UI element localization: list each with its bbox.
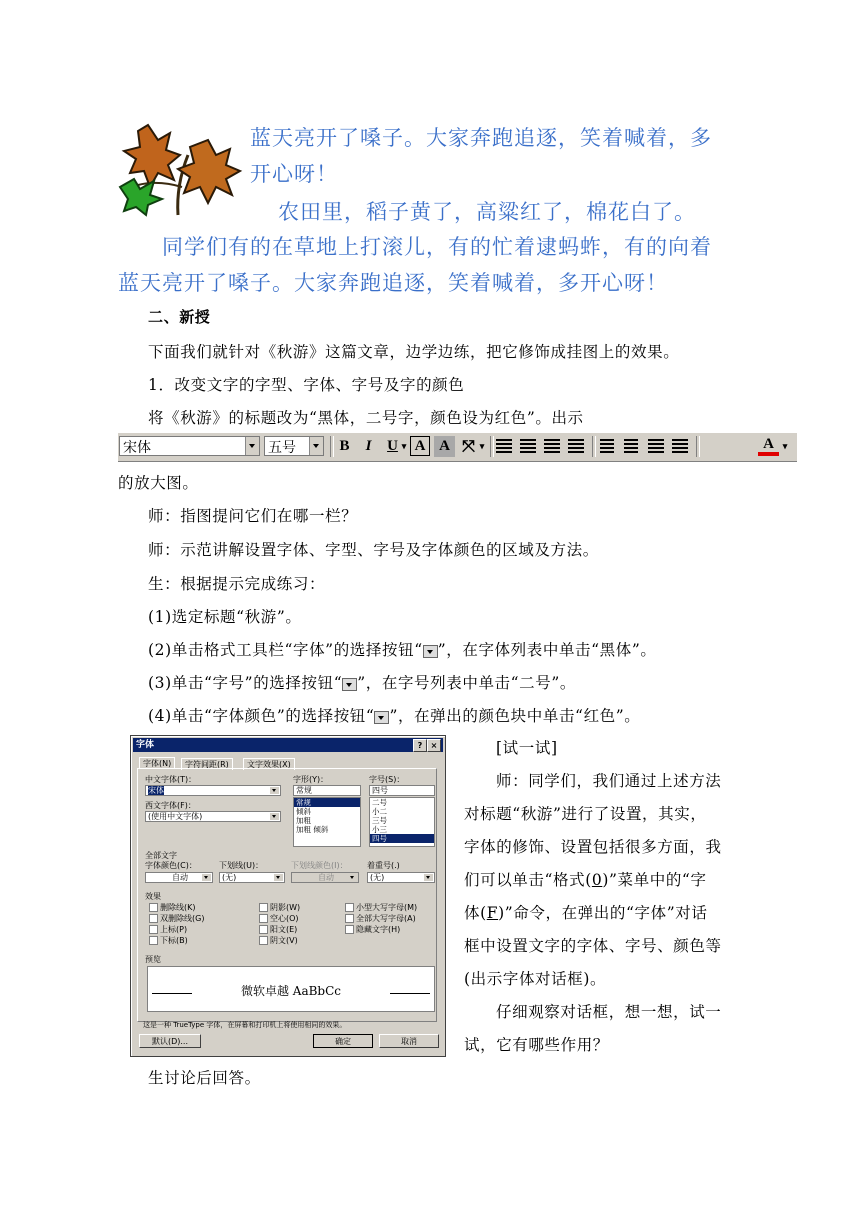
west-font-label: 西文字体(F)：	[145, 801, 196, 810]
close-icon: ×	[427, 739, 441, 752]
char-border-icon: A	[410, 436, 430, 456]
size-label: 字号(S)：	[369, 775, 405, 784]
effect-option	[259, 935, 300, 946]
truetype-note: 这是一种 TrueType 字体，在屏幕和打印机上将使用相同的效果。	[143, 1021, 347, 1029]
checkbox-icon	[149, 903, 158, 912]
tab-font: 字体(N)	[139, 757, 175, 769]
side-text-a: 体(	[464, 904, 487, 922]
chevron-down-icon	[270, 787, 279, 794]
side-heading: [试一试]	[496, 739, 558, 757]
ok-button: 确定	[313, 1034, 373, 1048]
size-option: 小二	[372, 807, 387, 816]
effect-label: 上标(P)	[160, 925, 188, 934]
preview-box	[147, 966, 435, 1012]
step-3	[148, 671, 576, 693]
ul-color-field	[291, 872, 359, 883]
checkbox-icon	[345, 925, 354, 934]
paragraph-closing: 生讨论后回答。	[148, 1069, 261, 1087]
color-value: 自动	[172, 873, 188, 882]
size-option: 小三	[372, 825, 387, 834]
poem-line-5: 蓝天亮开了嗓子。大家奔跑追逐，笑着喊着，多开心呀！	[118, 271, 668, 295]
side-line: 对标题“秋游”进行了设置，其实，	[464, 805, 707, 823]
chevron-down-icon: ▾	[401, 441, 407, 451]
chevron-down-icon: ▾	[479, 441, 485, 451]
align-right-icon	[544, 439, 560, 454]
effect-option	[345, 902, 417, 913]
paragraph-student: 生：根据提示完成练习：	[148, 575, 326, 593]
dialog-title-bar	[133, 738, 443, 752]
help-icon: ?	[413, 739, 427, 752]
underline-value: (无)	[222, 873, 237, 882]
poem-line-3: 农田里，稻子黄了，高粱红了，棉花白了。	[278, 200, 696, 224]
step-1: (1)选定标题“秋游”。	[148, 608, 302, 626]
chevron-down-icon	[309, 437, 323, 455]
side-line: (出示字体对话框)。	[464, 970, 607, 988]
checkbox-icon	[259, 903, 268, 912]
size-option: 四号	[370, 834, 434, 843]
bulleted-list-icon	[624, 439, 638, 454]
effect-label: 阳文(E)	[270, 925, 298, 934]
chevron-down-icon: ▾	[782, 441, 788, 451]
size-field: 四号	[369, 785, 435, 796]
font-dialog-image	[130, 735, 446, 1057]
effect-option	[259, 924, 300, 935]
effect-label: 全部大写字母(A)	[356, 914, 416, 923]
checkbox-icon	[149, 936, 158, 945]
toolbar-separator	[490, 436, 494, 457]
font-color-icon: A	[758, 436, 779, 456]
effect-option	[149, 924, 204, 935]
step-3-text-b: ”，在字号列表中单击“二号”。	[357, 674, 577, 692]
toolbar-separator	[592, 436, 596, 457]
effect-label: 隐藏文字(H)	[356, 925, 401, 934]
align-center-icon	[520, 439, 536, 454]
side-text-underlined: 0	[591, 871, 603, 889]
checkbox-icon	[149, 925, 158, 934]
emphasis-label: 着重号(.)	[367, 861, 400, 870]
side-line: 师：同学们，我们通过上述方法	[496, 772, 722, 790]
west-font-value: (使用中文字体)	[148, 812, 203, 821]
char-scale-icon: ⤧	[462, 438, 475, 455]
effect-option	[149, 913, 204, 924]
step-4-text-a: (4)单击“字体颜色”的选择按钮“	[148, 707, 375, 725]
color-label: 字体颜色(C)：	[145, 861, 197, 870]
chevron-down-icon	[270, 813, 279, 820]
effects-group: 效果	[145, 892, 161, 901]
checkbox-icon	[259, 936, 268, 945]
dropdown-arrow-icon	[423, 645, 438, 658]
chevron-down-icon	[348, 874, 357, 881]
side-line: 试，它有哪些作用？	[464, 1036, 609, 1054]
step-2-text-a: (2)单击格式工具栏“字体”的选择按钮“	[148, 641, 423, 659]
chevron-down-icon	[274, 874, 283, 881]
italic-icon: I	[365, 438, 372, 454]
poem-line-2: 开心呀！	[250, 162, 338, 186]
side-text-c: )”菜单中的“字	[602, 871, 707, 889]
effects-column-3	[345, 902, 417, 935]
style-option: 常规	[294, 798, 360, 807]
west-font-field	[145, 811, 281, 822]
preview-text: 微软卓越 AaBbCc	[240, 984, 342, 998]
step-3-text-a: (3)单击“字号”的选择按钮“	[148, 674, 343, 692]
side-line	[464, 901, 707, 923]
effect-option	[259, 913, 300, 924]
effect-option	[259, 902, 300, 913]
formatting-toolbar-image	[118, 432, 797, 462]
ul-color-label: 下划线颜色(I)：	[291, 861, 348, 870]
preview-group: 预览	[145, 955, 161, 964]
effect-label: 阴影(W)	[270, 903, 301, 912]
checkbox-icon	[149, 914, 158, 923]
cn-font-value: 宋体	[148, 786, 164, 795]
effect-label: 双删除线(G)	[160, 914, 205, 923]
style-label: 字形(Y)：	[293, 775, 329, 784]
underline-field	[219, 872, 285, 883]
increase-indent-icon	[672, 439, 688, 454]
style-field: 常规	[293, 785, 361, 796]
step-4-text-b: ”，在弹出的颜色块中单击“红色”。	[389, 707, 641, 725]
underline-label: 下划线(U)：	[219, 861, 264, 870]
chevron-down-icon	[424, 874, 433, 881]
side-line: 字体的修饰、设置包括很多方面，我	[464, 838, 722, 856]
align-justify-icon	[496, 439, 512, 454]
side-text-a: 们可以单击“格式(	[464, 871, 592, 889]
toolbar-separator	[696, 436, 700, 457]
effects-column-2	[259, 902, 300, 946]
emphasis-value: (无)	[370, 873, 385, 882]
chevron-down-icon	[202, 874, 211, 881]
font-combo-value: 宋体	[123, 439, 151, 455]
step-2	[148, 638, 657, 660]
effect-option	[345, 924, 417, 935]
size-option: 三号	[372, 816, 387, 825]
size-list	[369, 797, 435, 847]
side-text-underlined: F	[486, 904, 499, 922]
paragraph-enlarged: 的放大图。	[118, 474, 199, 492]
default-button: 默认(D)...	[139, 1034, 201, 1048]
cn-font-label: 中文字体(T)：	[145, 775, 197, 784]
chevron-down-icon	[245, 437, 259, 455]
poem-line-1: 蓝天亮开了嗓子。大家奔跑追逐，笑着喊着，多	[250, 126, 712, 150]
paragraph-instruction: 将《秋游》的标题改为“黑体，二号字，颜色设为红色”。出示	[148, 409, 584, 427]
effect-label: 小型大写字母(M)	[356, 903, 418, 912]
underline-icon: U	[387, 438, 398, 454]
preview-baseline-right	[390, 993, 430, 994]
bold-icon: B	[339, 438, 350, 454]
char-shading-icon: A	[434, 436, 455, 457]
side-line	[464, 868, 707, 890]
size-combo-value: 五号	[268, 439, 296, 455]
effect-label: 下标(B)	[160, 936, 188, 945]
tab-effects: 文字效果(X)	[243, 758, 295, 770]
checkbox-icon	[259, 914, 268, 923]
tab-spacing: 字符间距(R)	[181, 758, 233, 770]
style-list	[293, 797, 361, 847]
decrease-indent-icon	[648, 439, 664, 454]
cn-font-field	[145, 785, 281, 796]
poem-line-4: 同学们有的在草地上打滚儿，有的忙着逮蚂蚱，有的向着	[162, 235, 712, 259]
section-heading: 二、新授	[148, 308, 211, 326]
effect-label: 删除线(K)	[160, 903, 196, 912]
checkbox-icon	[259, 925, 268, 934]
side-line: 仔细观察对话框，想一想，试一	[496, 1003, 722, 1021]
paragraph-teacher-1: 师：指图提问它们在哪一栏？	[148, 507, 358, 525]
numbered-list-icon	[600, 439, 614, 454]
style-option: 倾斜	[296, 807, 311, 816]
all-text-group: 全部文字	[145, 851, 177, 860]
effect-label: 空心(O)	[270, 914, 299, 923]
effect-label: 阴文(V)	[270, 936, 298, 945]
distributed-align-icon	[568, 439, 584, 454]
dialog-title: 字体	[136, 740, 155, 750]
checkbox-icon	[345, 914, 354, 923]
dropdown-arrow-icon	[374, 711, 389, 724]
dropdown-arrow-icon	[342, 678, 357, 691]
step-2-text-b: ”，在字体列表中单击“黑体”。	[437, 641, 657, 659]
style-option: 加粗	[296, 816, 311, 825]
size-combo	[264, 436, 324, 456]
effect-option	[149, 935, 204, 946]
emphasis-field	[367, 872, 435, 883]
effect-option	[149, 902, 204, 913]
style-option: 加粗 倾斜	[296, 825, 329, 834]
side-text-c: )”命令，在弹出的“字体”对话	[498, 904, 708, 922]
step-4	[148, 704, 640, 726]
paragraph-teacher-2: 师：示范讲解设置字体、字型、字号及字体颜色的区域及方法。	[148, 541, 599, 559]
side-line: 框中设置文字的字体、字号、颜色等	[464, 937, 722, 955]
size-option: 二号	[372, 798, 387, 807]
checkbox-icon	[345, 903, 354, 912]
font-combo	[119, 436, 260, 456]
preview-baseline-left	[152, 993, 192, 994]
paragraph-step-title: 1．改变文字的字型、字体、字号及字的颜色	[148, 376, 465, 394]
autumn-leaves-image	[118, 115, 248, 220]
effects-column-1	[149, 902, 204, 946]
color-field	[145, 872, 213, 883]
effect-option	[345, 913, 417, 924]
ul-color-value: 自动	[318, 873, 334, 882]
paragraph-intro: 下面我们就针对《秋游》这篇文章，边学边练，把它修饰成挂图上的效果。	[148, 343, 680, 361]
cancel-button: 取消	[379, 1034, 439, 1048]
